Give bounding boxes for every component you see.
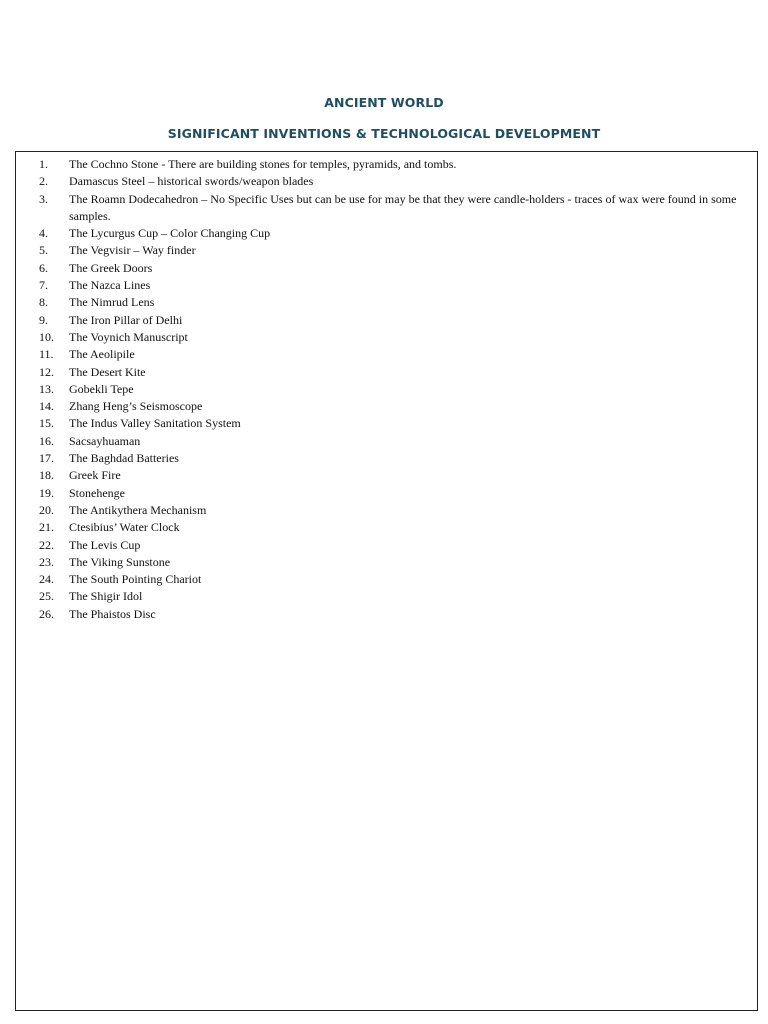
- list-item-text: Damascus Steel – historical swords/weapon blades: [69, 174, 314, 189]
- list-item: [16, 588, 741, 605]
- list-item-number: 14.: [39, 399, 54, 414]
- list-item: [16, 312, 741, 329]
- list-item-number: 24.: [39, 572, 54, 587]
- list-item: [16, 242, 741, 259]
- list-item: [16, 467, 741, 484]
- page-title: ANCIENT WORLD: [324, 95, 444, 110]
- list-item-text: The Roamn Dodecahedron – No Specific Uses but can be use for may be that they were candle-holders - traces of wax were found in some samples.: [69, 191, 737, 223]
- list-item-text: The Iron Pillar of Delhi: [69, 312, 183, 327]
- list-item-number: 26.: [39, 606, 54, 621]
- list-item-text: The Vegvisir – Way finder: [69, 243, 196, 258]
- list-item-number: 13.: [39, 381, 54, 396]
- list-item: [16, 606, 741, 623]
- list-item-text: The Lycurgus Cup – Color Changing Cup: [69, 226, 271, 241]
- list-item: [16, 502, 741, 519]
- list-item-text: The Phaistos Disc: [69, 606, 156, 621]
- list-item-number: 2.: [39, 174, 48, 189]
- list-item: [16, 191, 741, 226]
- list-item: [16, 364, 741, 381]
- list-item: [16, 173, 741, 190]
- list-item-number: 7.: [39, 278, 48, 293]
- list-item-text: The South Pointing Chariot: [69, 572, 202, 587]
- page-subtitle: SIGNIFICANT INVENTIONS & TECHNOLOGICAL DEVELOPMENT: [167, 126, 601, 141]
- list-item: [16, 485, 741, 502]
- list-item: [16, 450, 741, 467]
- list-item: [16, 554, 741, 571]
- list-item-text: The Nazca Lines: [69, 278, 151, 293]
- list-item-number: 6.: [39, 260, 48, 275]
- list-item: [16, 225, 741, 242]
- list-item: [16, 571, 741, 588]
- list-item-text: The Voynich Manuscript: [69, 329, 188, 344]
- list-item-number: 22.: [39, 537, 54, 552]
- list-item-text: The Shigir Idol: [69, 589, 143, 604]
- list-item-text: The Viking Sunstone: [69, 554, 171, 569]
- list-item-text: The Desert Kite: [69, 364, 146, 379]
- list-item-number: 20.: [39, 502, 54, 517]
- list-item-text: The Baghdad Batteries: [69, 451, 179, 466]
- list-item: [16, 294, 741, 311]
- list-item-number: 21.: [39, 520, 54, 535]
- list-item-number: 5.: [39, 243, 48, 258]
- list-item-number: 9.: [39, 312, 48, 327]
- list-item-number: 17.: [39, 451, 54, 466]
- content-frame: [15, 151, 758, 1011]
- list-item: [16, 519, 741, 536]
- list-item-number: 12.: [39, 364, 54, 379]
- list-item: [16, 156, 741, 173]
- list-item-text: The Levis Cup: [69, 537, 141, 552]
- list-item-number: 1.: [39, 157, 48, 171]
- list-item-text: The Indus Valley Sanitation System: [69, 416, 241, 431]
- list-item-number: 15.: [39, 416, 54, 431]
- list-item-text: The Cochno Stone - There are building stones for temples, pyramids, and tombs.: [69, 157, 457, 171]
- list-item-number: 18.: [39, 468, 54, 483]
- list-item-number: 11.: [39, 347, 54, 362]
- list-item-number: 25.: [39, 589, 54, 604]
- list-item-text: The Aeolipile: [69, 347, 135, 362]
- list-item-text: Stonehenge: [69, 485, 125, 500]
- list-item-number: 3.: [39, 191, 48, 206]
- list-item: [16, 537, 741, 554]
- list-item-number: 4.: [39, 226, 48, 241]
- list-item-number: 10.: [39, 329, 54, 344]
- list-item-text: Zhang Heng’s Seismoscope: [69, 399, 203, 414]
- list-item-text: Sacsayhuaman: [69, 433, 141, 448]
- list-item-text: Ctesibius’ Water Clock: [69, 520, 180, 535]
- list-item-text: The Antikythera Mechanism: [69, 502, 207, 517]
- list-item: [16, 415, 741, 432]
- list-item: [16, 433, 741, 450]
- inventions-list: [16, 152, 757, 623]
- list-item-number: 19.: [39, 485, 54, 500]
- list-item: [16, 329, 741, 346]
- list-item: [16, 277, 741, 294]
- list-item: [16, 260, 741, 277]
- list-item-text: Gobekli Tepe: [69, 381, 134, 396]
- list-item: [16, 346, 741, 363]
- list-item-number: 16.: [39, 433, 54, 448]
- list-item-text: The Greek Doors: [69, 260, 153, 275]
- list-item: [16, 398, 741, 415]
- list-item-text: The Nimrud Lens: [69, 295, 155, 310]
- list-item-number: 23.: [39, 554, 54, 569]
- list-item-number: 8.: [39, 295, 48, 310]
- list-item: [16, 381, 741, 398]
- list-item-text: Greek Fire: [69, 468, 121, 483]
